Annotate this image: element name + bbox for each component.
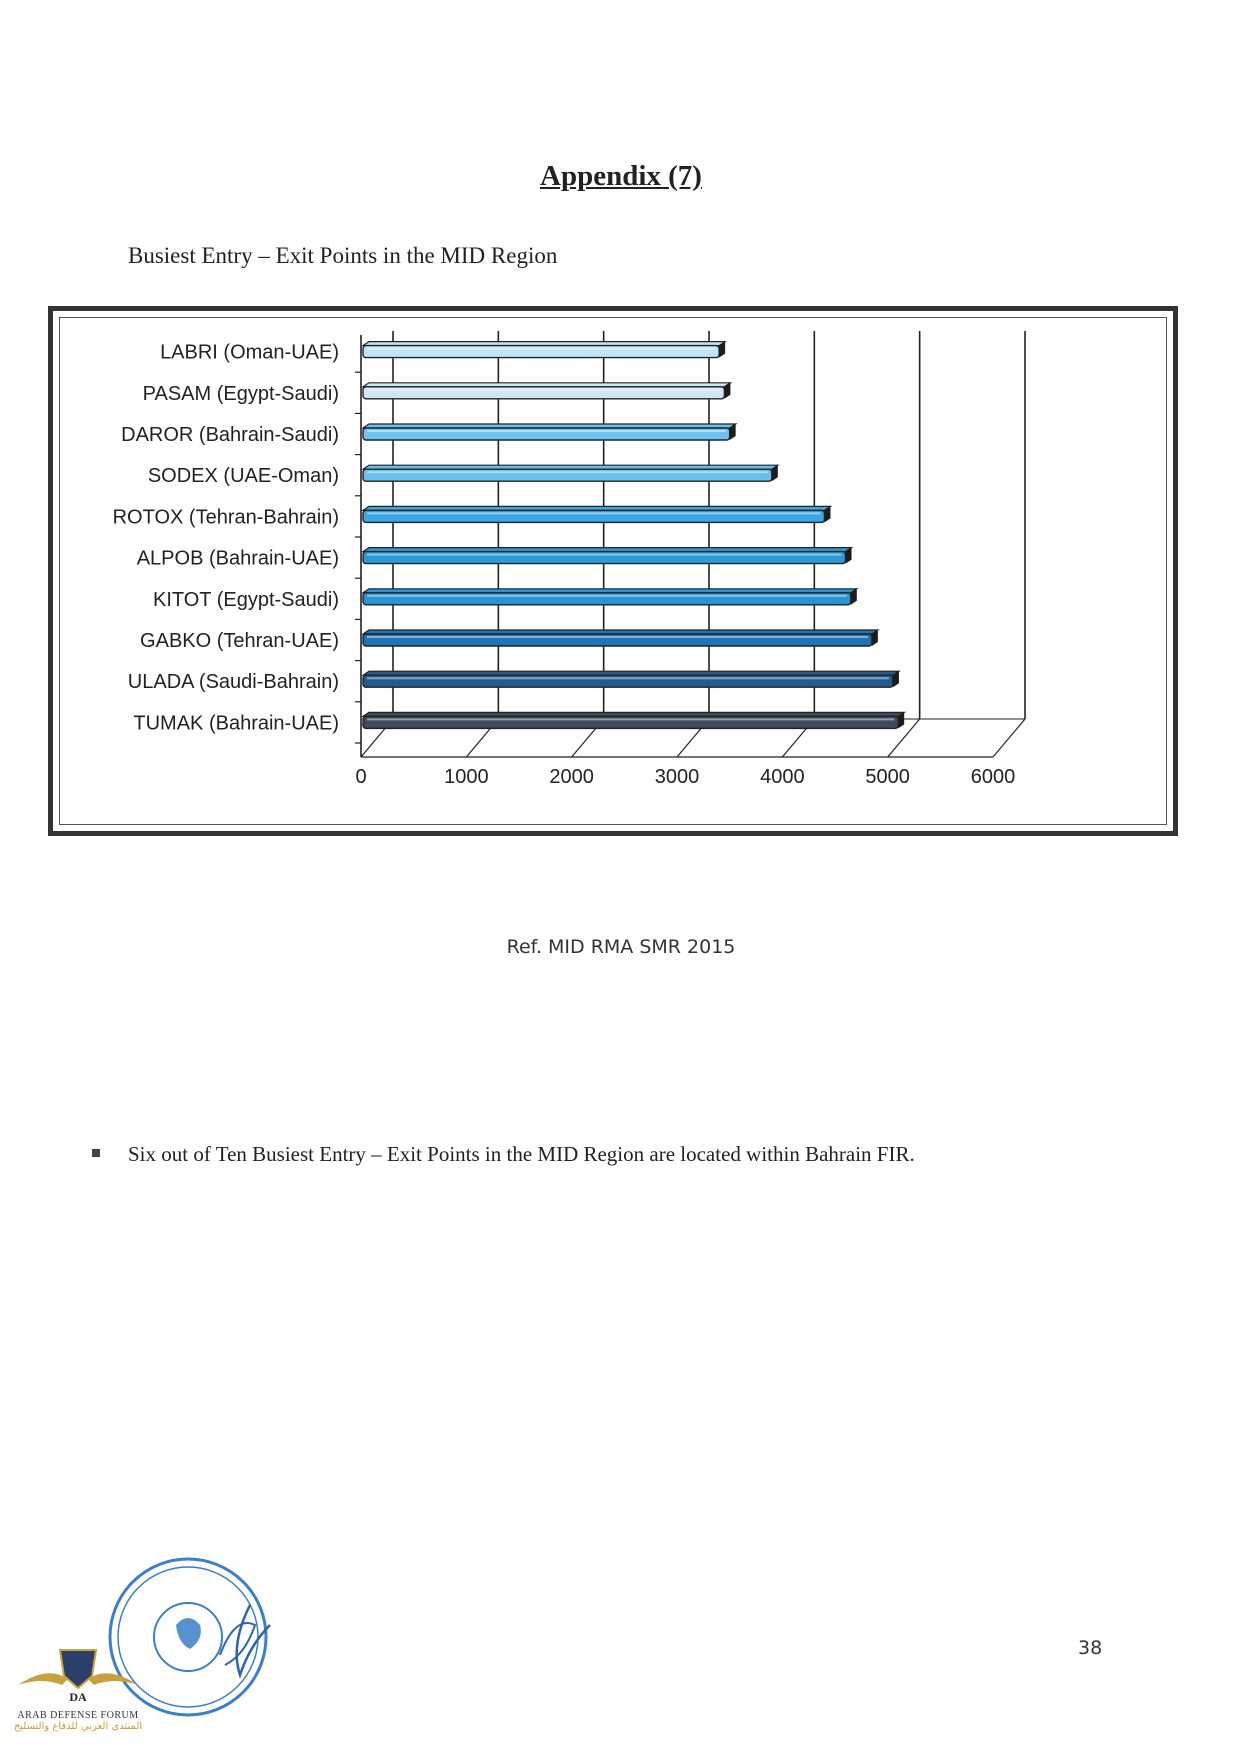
category-label: ALPOB (Bahrain-UAE): [136, 547, 339, 570]
bar: [363, 387, 724, 399]
category-label: TUMAK (Bahrain-UAE): [133, 712, 339, 735]
forum-logo: [8, 1645, 148, 1732]
bar: [363, 675, 893, 687]
bar: [363, 634, 872, 646]
forum-name-en: ARAB DEFENSE FORUM: [17, 1710, 139, 1721]
bar-chart: [53, 311, 1173, 831]
bar: [363, 428, 730, 440]
forum-emblem-icon: [8, 1645, 148, 1705]
x-tick-label: 2000: [549, 766, 594, 788]
category-label: PASAM (Egypt-Saudi): [142, 382, 339, 405]
category-label: LABRI (Oman-UAE): [160, 341, 339, 364]
category-label: ULADA (Saudi-Bahrain): [127, 671, 339, 694]
reference-note: Ref. MID RMA SMR 2015: [506, 936, 736, 958]
x-tick-label: 5000: [865, 766, 910, 788]
category-label: ROTOX (Tehran-Bahrain): [112, 506, 339, 529]
bar: [363, 552, 846, 564]
bullet-text: Six out of Ten Busiest Entry – Exit Points in the MID Region are located within Bahrain FIR.: [128, 1142, 915, 1166]
page-number: 38: [1078, 1637, 1103, 1659]
bar: [363, 510, 824, 522]
x-tick-label: 1000: [444, 766, 489, 788]
category-label: GABKO (Tehran-UAE): [140, 630, 339, 652]
x-tick-label: 4000: [760, 766, 805, 788]
x-tick-label: 0: [355, 766, 367, 788]
page-heading: Appendix (7): [540, 160, 702, 192]
bar: [363, 716, 898, 728]
category-label: SODEX (UAE-Oman): [147, 465, 339, 488]
bar: [363, 346, 719, 358]
chart-subtitle: Busiest Entry – Exit Points in the MID Region: [128, 243, 558, 268]
bar: [363, 469, 772, 481]
floor-gridline: [993, 719, 1025, 757]
forum-mark-text: DA: [69, 1690, 87, 1704]
chart-frame: [48, 306, 1178, 836]
bullet-item: [92, 1141, 972, 1168]
category-label: KITOT (Egypt-Saudi): [153, 588, 339, 611]
forum-name-ar: المنتدى العربي للدفاع والتسليح: [13, 1721, 143, 1732]
x-tick-label: 3000: [654, 766, 700, 788]
bar: [363, 593, 851, 605]
x-tick-label: 6000: [970, 766, 1016, 788]
bullet-square-icon: [92, 1149, 100, 1157]
category-label: DAROR (Bahrain-Saudi): [121, 424, 339, 446]
